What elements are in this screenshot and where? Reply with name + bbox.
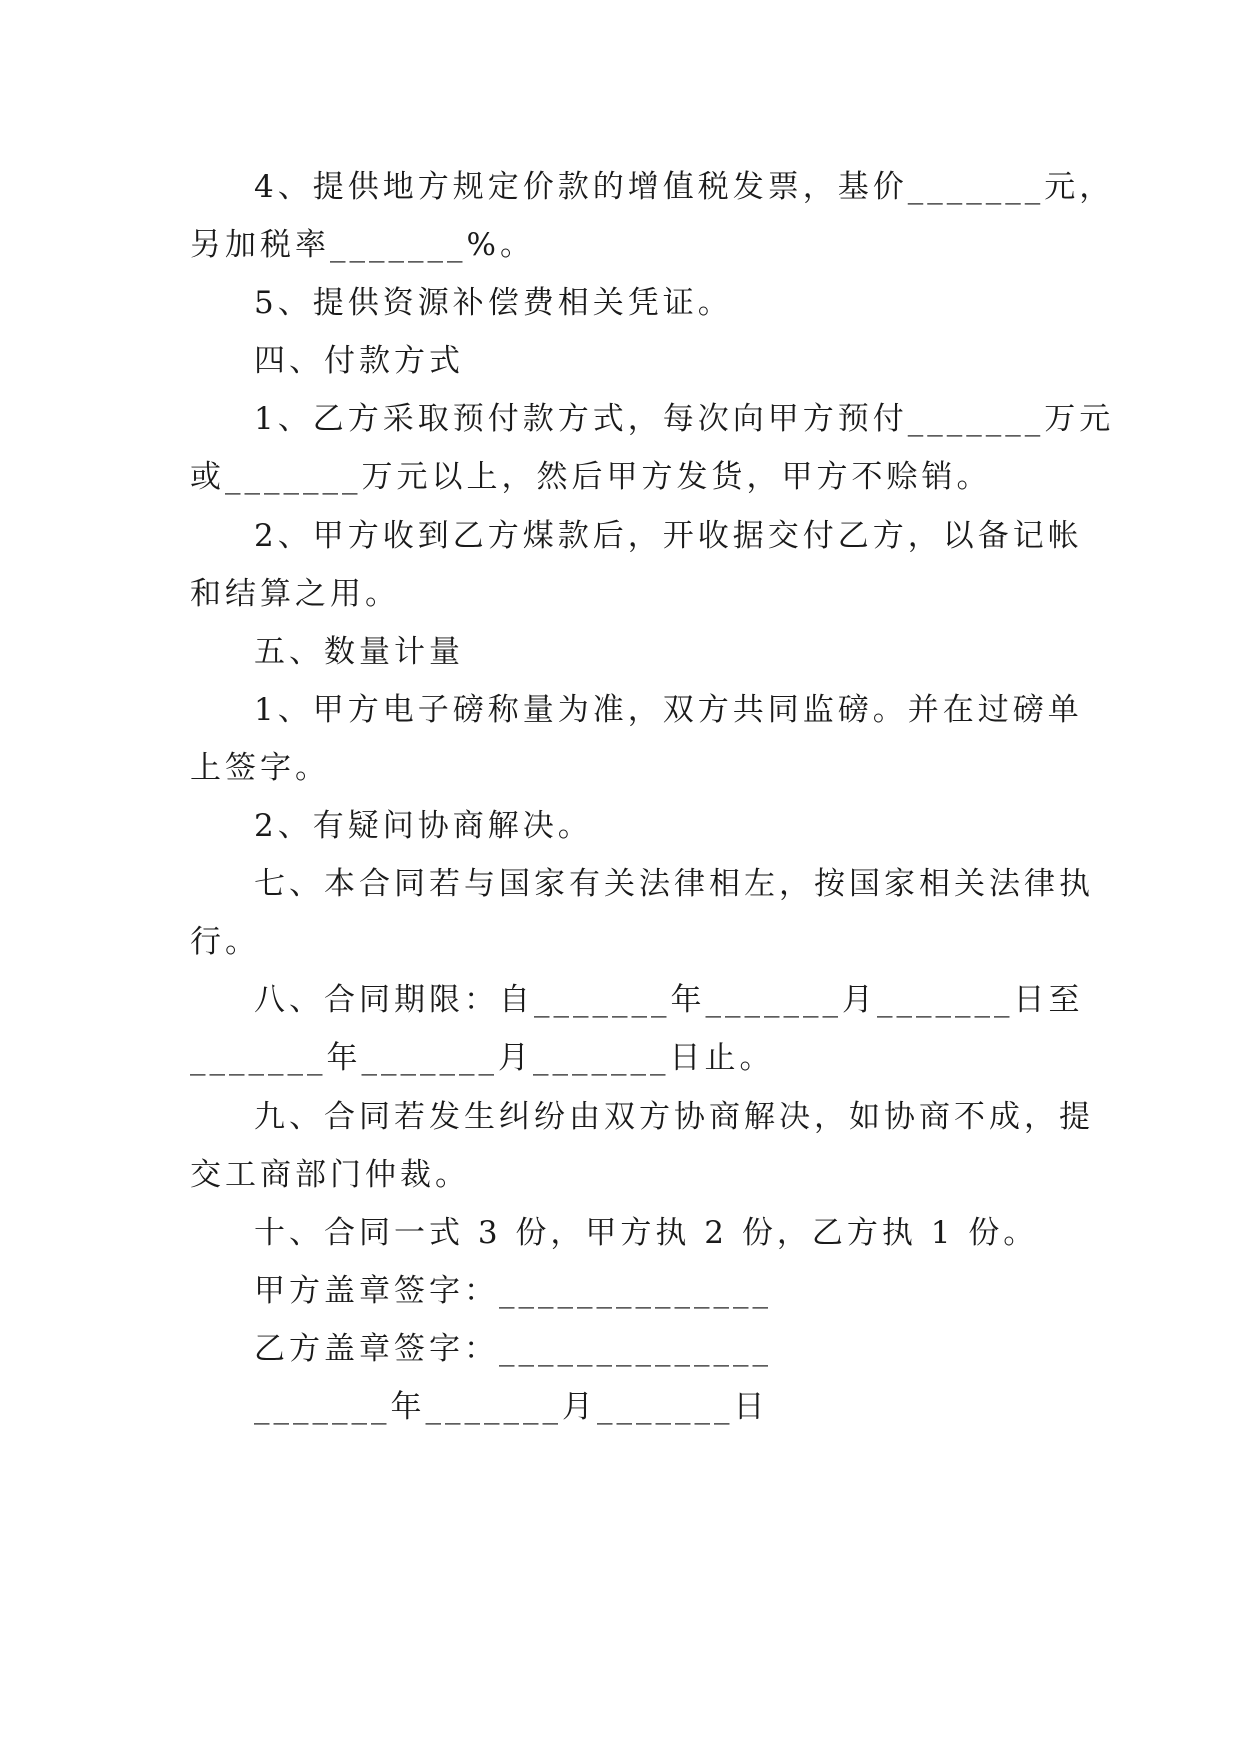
- section-8-term-cont: _______年_______月_______日止。: [190, 1040, 775, 1077]
- party-b-signature: 乙方盖章签字：______________: [254, 1330, 772, 1367]
- section-7-law: 七、本合同若与国家有关法律相左，按国家相关法律执: [254, 866, 1094, 903]
- section-7-law-cont: 行。: [190, 924, 260, 961]
- measurement-clause-1-cont: 上签字。: [190, 749, 330, 786]
- signing-date: _______年_______月_______日: [254, 1388, 769, 1425]
- party-a-signature: 甲方盖章签字：______________: [254, 1272, 772, 1309]
- payment-clause-1-cont: 或_______万元以上，然后甲方发货，甲方不赊销。: [190, 459, 992, 496]
- section-8-term: 八、合同期限：自_______年_______月_______日至: [254, 982, 1084, 1019]
- clause-4-tax-rate: 另加税率_______%。: [190, 227, 535, 264]
- clause-4-invoice: 4、提供地方规定价款的增值税发票，基价_______元，: [254, 169, 1115, 205]
- section-9-dispute: 九、合同若发生纠纷由双方协商解决，如协商不成，提: [254, 1098, 1094, 1135]
- section-9-dispute-cont: 交工商部门仲裁。: [190, 1156, 470, 1193]
- section-10-copies: 十、合同一式 3 份，甲方执 2 份，乙方执 1 份。: [254, 1214, 1039, 1251]
- payment-clause-1: 1、乙方采取预付款方式，每次向甲方预付_______万元: [254, 401, 1115, 438]
- payment-clause-2-cont: 和结算之用。: [190, 575, 400, 612]
- measurement-clause-2: 2、有疑问协商解决。: [254, 808, 593, 845]
- section-heading-payment: 四、付款方式: [254, 343, 464, 380]
- section-heading-measurement: 五、数量计量: [254, 633, 464, 670]
- measurement-clause-1: 1、甲方电子磅称量为准，双方共同监磅。并在过磅单: [254, 691, 1083, 728]
- clause-5-resource-fee: 5、提供资源补偿费相关凭证。: [254, 285, 733, 322]
- document-body: [190, 158, 1115, 1436]
- payment-clause-2: 2、甲方收到乙方煤款后，开收据交付乙方，以备记帐: [254, 517, 1083, 554]
